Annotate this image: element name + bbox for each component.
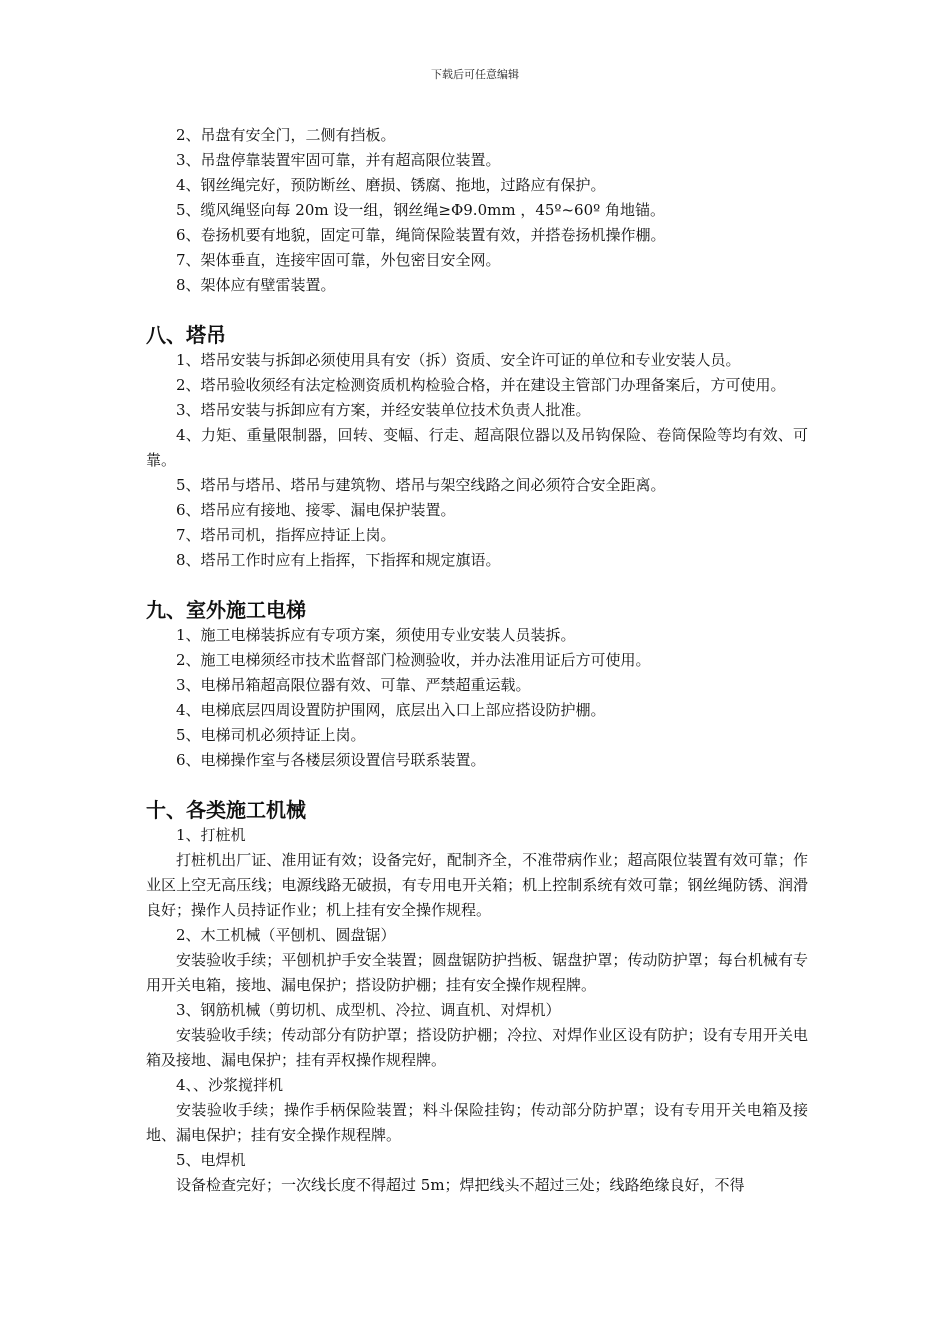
- list-item: 3、塔吊安装与拆卸应有方案，并经安装单位技术负责人批准。: [176, 401, 591, 419]
- list-item: 5、电梯司机必须持证上岗。: [176, 726, 366, 744]
- subsection-heading: 5、电焊机: [176, 1151, 246, 1169]
- list-item: 1、施工电梯装拆应有专项方案，须使用专业安装人员装拆。: [176, 626, 576, 644]
- list-item: 2、塔吊验收须经有法定检测资质机构检验合格，并在建设主管部门办理备案后，方可使用。: [176, 376, 786, 394]
- list-item: 3、电梯吊箱超高限位器有效、可靠、严禁超重运载。: [176, 676, 531, 694]
- subsection-heading: 1、打桩机: [176, 826, 246, 844]
- section-construction-elevator: [146, 598, 808, 773]
- list-item: 2、施工电梯须经市技术监督部门检测验收，并办法准用证后方可使用。: [176, 651, 651, 669]
- subsection-text: 打桩机出厂证、准用证有效；设备完好，配制齐全，不准带病作业；超高限位装置有效可靠；作业区上空无高压线；电源线路无破损，有专用电开关箱；机上控制系统有效可靠；钢丝绳防锈、润滑良好；操作人员持证作业；机上挂有安全操作规程。: [146, 851, 808, 919]
- list-item: 6、塔吊应有接地、接零、漏电保护装置。: [176, 501, 456, 519]
- list-item: 8、架体应有壁雷装置。: [176, 276, 336, 294]
- subsection-text: 安装验收手续；传动部分有防护罩；搭设防护棚；冷拉、对焊作业区设有防护；设有专用开关电箱及接地、漏电保护；挂有弄权操作规程牌。: [146, 1026, 808, 1069]
- list-item: 7、塔吊司机，指挥应持证上岗。: [176, 526, 396, 544]
- subsection-text: 安装验收手续；平刨机护手安全装置；圆盘锯防护挡板、锯盘护罩；传动防护罩；每台机械有专用开关电箱，接地、漏电保护；搭设防护棚；挂有安全操作规程牌。: [146, 951, 808, 994]
- list-item: 3、吊盘停靠装置牢固可靠，并有超高限位装置。: [176, 151, 501, 169]
- section-heading: 八、塔吊: [146, 323, 226, 347]
- list-item: 4、力矩、重量限制器，回转、变幅、行走、超高限位器以及吊钩保险、卷筒保险等均有效、可靠。: [146, 426, 808, 469]
- list-item: 5、缆风绳竖向每 20m 设一组，钢丝绳≥Φ9.0mm ，45º~60º 角地锚。: [176, 201, 665, 219]
- page-header: 下载后可任意编辑: [431, 68, 519, 81]
- section-tower-crane: [146, 323, 808, 573]
- subsection-heading: 2、木工机械（平刨机、圆盘锯）: [176, 926, 396, 944]
- intro-list: [146, 123, 808, 298]
- list-item: 1、塔吊安装与拆卸必须使用具有安（拆）资质、安全许可证的单位和专业安装人员。: [176, 351, 741, 369]
- section-heading: 十、各类施工机械: [146, 798, 306, 822]
- list-item: 7、架体垂直，连接牢固可靠，外包密目安全网。: [176, 251, 501, 269]
- list-item: 6、电梯操作室与各楼层须设置信号联系装置。: [176, 751, 486, 769]
- list-item: 2、吊盘有安全门，二侧有挡板。: [176, 126, 396, 144]
- document-body: [146, 123, 808, 1198]
- subsection-heading: 3、钢筋机械（剪切机、成型机、冷拉、调直机、对焊机）: [176, 1001, 561, 1019]
- section-construction-machinery: [146, 798, 808, 1198]
- list-item: 6、卷扬机要有地貌，固定可靠，绳筒保险装置有效，并搭卷扬机操作棚。: [176, 226, 666, 244]
- section-heading: 九、室外施工电梯: [146, 598, 306, 622]
- list-item: 5、塔吊与塔吊、塔吊与建筑物、塔吊与架空线路之间必须符合安全距离。: [176, 476, 666, 494]
- list-item: 4、钢丝绳完好，预防断丝、磨损、锈腐、拖地，过路应有保护。: [176, 176, 606, 194]
- list-item: 4、电梯底层四周设置防护围网，底层出入口上部应搭设防护棚。: [176, 701, 606, 719]
- subsection-text: 设备检查完好；一次线长度不得超过 5m；焊把线头不超过三处；线路绝缘良好，不得: [176, 1176, 745, 1194]
- subsection-text: 安装验收手续；操作手柄保险装置；料斗保险挂钩；传动部分防护罩；设有专用开关电箱及接地、漏电保护；挂有安全操作规程牌。: [146, 1101, 808, 1144]
- list-item: 8、塔吊工作时应有上指挥，下指挥和规定旗语。: [176, 551, 501, 569]
- subsection-heading: 4、、沙浆搅拌机: [176, 1076, 284, 1094]
